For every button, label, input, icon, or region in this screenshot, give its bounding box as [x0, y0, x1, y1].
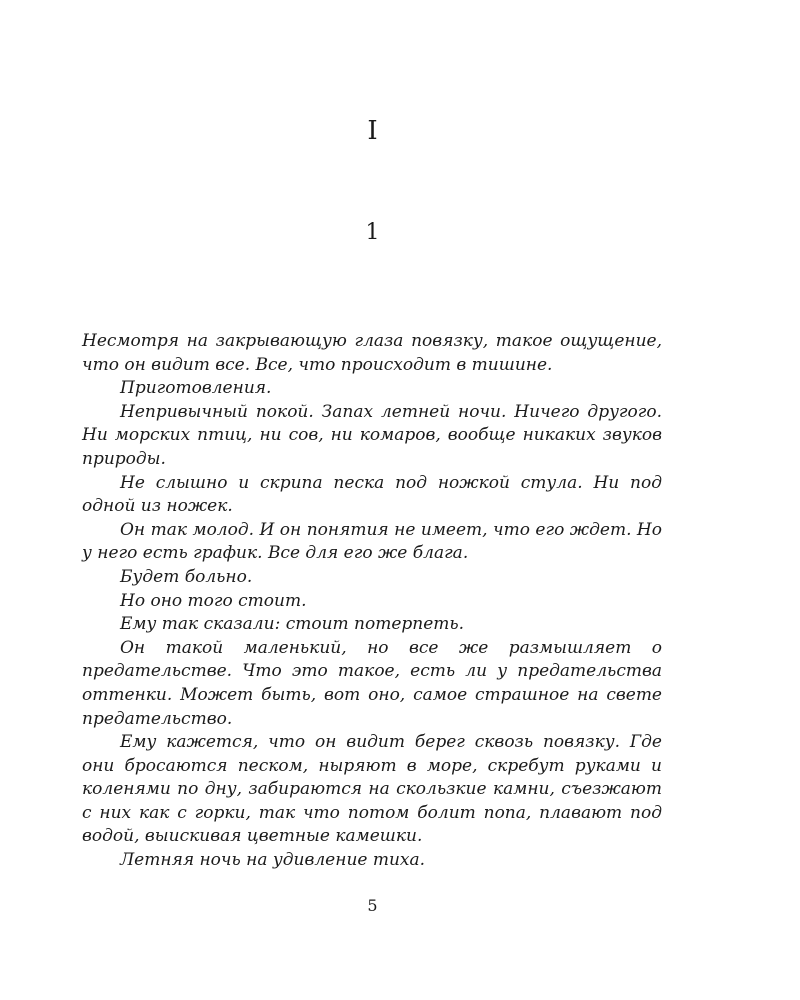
paragraph: Он так молод. И он понятия не имеет, что его ждет. Но у него есть график. Все для его же блага. [82, 519, 662, 564]
paragraph: Ему так сказали: стоит потерпеть. [120, 614, 465, 635]
page-number: 5 [367, 896, 378, 915]
part-number: I [367, 116, 378, 146]
paragraph: Непривычный покой. Запах летней ночи. Ничего другого. Ни морских птиц, ни сов, ни комаров, вообще никаких звуков природы. [82, 401, 662, 469]
paragraph: Не слышно и скрипа песка под ножкой стула. Ни под одной из ножек. [82, 472, 662, 517]
chapter-number: 1 [365, 220, 380, 245]
paragraph: Он такой маленький, но все же размышляет о предательстве. Что это такое, есть ли у предательства оттенки. Может быть, вот оно, самое страшное на свете предательство. [82, 637, 662, 729]
paragraph: Но оно того стоит. [120, 590, 307, 611]
paragraph: Летняя ночь на удивление тиха. [120, 850, 426, 871]
paragraph: Будет больно. [120, 566, 253, 587]
body-text [82, 330, 662, 873]
paragraph: Несмотря на закрывающую глаза повязку, такое ощущение, что он видит все. Все, что происходит в тишине. [82, 331, 662, 375]
paragraph: Ему кажется, что он видит берег сквозь повязку. Где они бросаются песком, ныряют в море, скребут руками и коленями по дну, забираются на скользкие камни, съезжают с них как с горки, так что потом болит попа, плавают под водой, выискивая цветные камешки. [82, 732, 662, 847]
paragraph: Приготовления. [120, 378, 272, 399]
